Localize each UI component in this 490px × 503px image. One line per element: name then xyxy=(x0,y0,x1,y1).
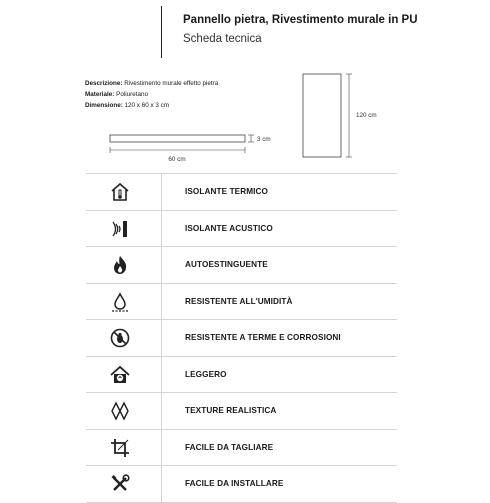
panel-profile xyxy=(110,135,245,142)
spec-value: Rivestimento murale effetto pietra xyxy=(124,80,219,87)
panel-front xyxy=(303,74,341,157)
feature-row xyxy=(86,173,397,210)
row-divider xyxy=(161,320,162,356)
thermal-house-icon xyxy=(110,182,130,202)
row-divider xyxy=(161,393,162,429)
feature-label: AUTOESTINGUENTE xyxy=(185,260,268,269)
spec-key: Dimensione: xyxy=(85,102,123,109)
acoustic-wall-icon xyxy=(110,219,130,239)
diamond-texture-icon xyxy=(110,401,130,421)
feature-label: TEXTURE REALISTICA xyxy=(185,406,277,415)
crop-icon xyxy=(110,438,130,458)
feature-label: RESISTENTE ALL'UMIDITÀ xyxy=(185,296,293,306)
feature-label: ISOLANTE ACUSTICO xyxy=(185,223,273,233)
spec-key: Descrizione: xyxy=(85,80,123,87)
feature-row xyxy=(86,210,397,247)
thickness-label: 3 cm xyxy=(257,136,271,143)
tools-icon xyxy=(110,474,130,494)
feature-row xyxy=(86,465,397,503)
dimension-diagram xyxy=(0,0,490,175)
light-house-icon xyxy=(110,365,130,385)
row-divider xyxy=(161,174,162,210)
flame-icon xyxy=(110,255,130,275)
height-label: 120 cm xyxy=(356,112,377,119)
feature-row xyxy=(86,392,397,429)
feature-row xyxy=(86,319,397,356)
width-label: 60 cm xyxy=(168,156,186,163)
spec-value: Poliuretano xyxy=(116,91,149,98)
feature-row xyxy=(86,356,397,393)
feature-row xyxy=(86,429,397,466)
feature-label: LEGGERO xyxy=(185,369,227,379)
no-bug-icon xyxy=(110,328,130,348)
row-divider xyxy=(161,284,162,320)
row-divider xyxy=(161,211,162,247)
feature-row xyxy=(86,246,397,283)
feature-label: FACILE DA TAGLIARE xyxy=(185,442,274,452)
row-divider xyxy=(161,466,162,502)
water-drop-icon xyxy=(110,292,130,312)
feature-row xyxy=(86,283,397,320)
feature-table xyxy=(86,173,397,503)
page-subtitle: Scheda tecnica xyxy=(183,33,262,45)
row-divider xyxy=(161,430,162,466)
row-divider xyxy=(161,247,162,283)
page-title: Pannello pietra, Rivestimento murale in PU xyxy=(183,14,418,26)
row-divider xyxy=(161,357,162,393)
spec-key: Materiale: xyxy=(85,91,115,98)
feature-label: FACILE DA INSTALLARE xyxy=(185,479,284,488)
spec-value: 120 x 60 x 3 cm xyxy=(124,102,169,109)
feature-label: ISOLANTE TERMICO xyxy=(185,187,269,196)
feature-label: RESISTENTE A TERME E CORROSIONI xyxy=(185,333,341,342)
